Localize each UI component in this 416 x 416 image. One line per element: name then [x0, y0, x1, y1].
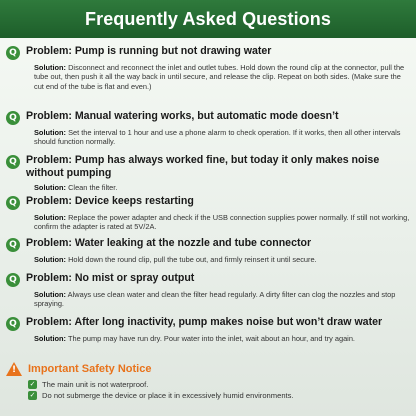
header-banner [0, 0, 416, 38]
solution-text: Always use clean water and clean the filter head regularly. A dirty filter can clog the nozzles and stop spraying. [34, 290, 396, 309]
check-icon: ✓ [29, 391, 36, 399]
safety-item-text: Do not submerge the device or place it in excessively humid environments. [42, 391, 294, 400]
page-title: Frequently Asked Questions [85, 8, 331, 29]
q-badge-icon: Q [6, 196, 20, 210]
solution-label: Solution: [34, 334, 67, 343]
q-badge-icon: Q [6, 317, 20, 331]
faq-answer [34, 63, 410, 91]
safety-item-text: The main unit is not waterproof. [42, 380, 149, 389]
faq-answer [34, 183, 410, 192]
solution-label: Solution: [34, 63, 67, 72]
faq-item-7 [6, 316, 410, 343]
solution-text: Clean the filter. [66, 183, 118, 192]
safety-notice [6, 362, 410, 401]
faq-item-6 [6, 272, 410, 309]
q-badge-icon: Q [6, 111, 20, 125]
faq-item-4 [6, 195, 410, 232]
faq-answer [34, 255, 410, 264]
faq-question: Problem: Device keeps restarting [26, 195, 194, 207]
faq-answer [34, 128, 410, 147]
faq-question: Problem: Pump has always worked fine, but today it only makes noise without pumping [26, 154, 380, 179]
faq-item-5 [6, 237, 410, 264]
solution-label: Solution: [34, 213, 67, 222]
q-badge-icon: Q [6, 46, 20, 60]
safety-title: Important Safety Notice [28, 363, 152, 375]
solution-label: Solution: [34, 183, 67, 192]
safety-list [28, 379, 410, 401]
solution-text: The pump may have run dry. Pour water into the inlet, wait about an hour, and try again. [66, 334, 355, 343]
solution-label: Solution: [34, 128, 67, 137]
faq-answer [34, 213, 410, 232]
solution-text: Set the interval to 1 hour and use a phone alarm to check operation. If it works, then all other intervals should function normally. [34, 128, 401, 147]
faq-item-2 [6, 110, 410, 147]
faq-question: Problem: Manual watering works, but automatic mode doesn’t [26, 110, 339, 122]
solution-text: Disconnect and reconnect the inlet and outlet tubes. Hold down the round clip at the connector, pull the tube out, then push it all the way back in until secure, and release the clip. Repeat on both sides. (Make sure the cut end of the tube is flat and even.) [34, 63, 405, 91]
faq-question: Problem: Pump is running but not drawing water [26, 45, 272, 57]
faq-question: Problem: Water leaking at the nozzle and tube connector [26, 237, 312, 249]
check-icon: ✓ [29, 380, 36, 388]
faq-question: Problem: After long inactivity, pump makes noise but won’t draw water [26, 316, 383, 328]
q-badge-icon: Q [6, 238, 20, 252]
faq-item-1 [6, 45, 410, 91]
q-badge-icon: Q [6, 155, 20, 169]
solution-label: Solution: [34, 290, 67, 299]
solution-text: Hold down the round clip, pull the tube out, and firmly reinsert it until secure. [66, 255, 317, 264]
safety-item [28, 390, 410, 401]
solution-text: Replace the power adapter and check if the USB connection supplies power normally. If still not working, confirm the adapter is rated at 5V/2A. [34, 213, 410, 232]
faq-answer [34, 334, 410, 343]
safety-item [28, 379, 410, 390]
faq-item-3 [6, 154, 410, 192]
faq-question: Problem: No mist or spray output [26, 272, 195, 284]
solution-label: Solution: [34, 255, 67, 264]
q-badge-icon: Q [6, 273, 20, 287]
faq-answer [34, 290, 410, 309]
warning-icon: ! [6, 362, 22, 376]
